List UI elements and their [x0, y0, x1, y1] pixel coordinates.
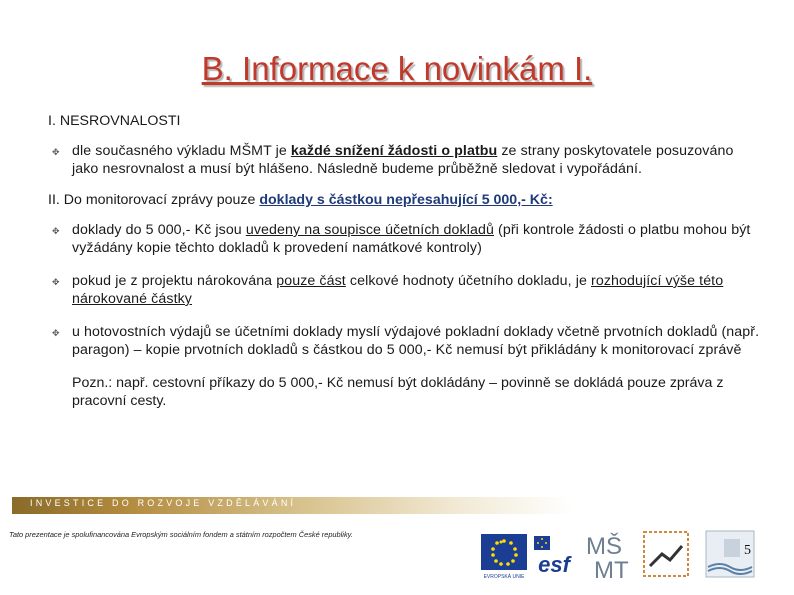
item-text: doklady do 5 000,- Kč jsou [72, 222, 246, 238]
item-text: celkové hodnoty účetního dokladu, je [345, 273, 591, 289]
page-number: 5 [744, 543, 751, 558]
item-text: ze strany poskytovatele posuzováno jako nesrovnalost a musí být hlášeno. Následně budeme průběžně sledovat i vypořádání. [72, 143, 734, 177]
bullet-icon: ✥ [52, 277, 60, 287]
svg-text:MT: MT [594, 557, 629, 580]
list-item [48, 272, 763, 308]
item-text: (při kontrole žádosti o platbu mohou být vyžádány kopie těchto dokladů k provedení namátkové kontroly) [72, 222, 751, 256]
bullet-icon: ✥ [52, 147, 60, 157]
item-underline: rozhodující výše této nárokované částky [72, 273, 724, 307]
item-text: u hotovostních výdajů se účetními doklady myslí výdajové pokladní doklady včetně prvotních dokladů (např. paragon) – kopie prvotních dokladů s částkou do 5 000,- Kč nemusí být přikládány k monitorovací zprávě [72, 324, 760, 358]
section-heading-text: Do monitorovací zprávy pouze [59, 192, 260, 208]
msmt-logo [582, 530, 634, 580]
banner-band [12, 497, 572, 514]
item-underline: uvedeny na soupisce účetních dokladů [245, 222, 494, 238]
item-text: pokud je z projektu nárokována [72, 273, 277, 289]
logo-strip [478, 528, 768, 580]
section-heading-1: I. NESROVNALOSTI [48, 113, 181, 129]
banner-text: INVESTICE DO ROZVOJE VZDĚLÁVÁNÍ [30, 498, 297, 508]
section-1-list [48, 142, 763, 178]
svg-text:MŠ: MŠ [586, 533, 622, 560]
slide-content [48, 112, 763, 410]
list-item [48, 221, 763, 257]
item-emphasis: každé snížení žádosti o platbu [290, 143, 498, 159]
eu-flag-logo [481, 534, 527, 580]
list-item [48, 142, 763, 178]
footer-text: Tato prezentace je spolufinancována Evropským sociálním fondem a státním rozpočtem České republiky. [9, 530, 353, 539]
item-text: dle současného výkladu MŠMT je [72, 143, 291, 159]
op-vk-logo [640, 528, 692, 580]
section-heading-2 [48, 191, 763, 209]
section-heading-highlight: doklady s částkou nepřesahující 5 000,- Kč: [259, 192, 553, 208]
section-number: II. [48, 192, 60, 208]
page-title: B. Informace k novinkám I. [201, 50, 593, 87]
note-text: Pozn.: např. cestovní příkazy do 5 000,- Kč nemusí být dokládány – povinně se dokládá pouze zpráva z pracovní cesty. [72, 375, 724, 409]
item-underline: pouze část [276, 273, 346, 289]
esf-logo [532, 534, 576, 578]
list-item [48, 323, 763, 359]
bullet-icon: ✥ [52, 328, 60, 338]
esf-label: esf [538, 552, 570, 577]
eu-label: EVROPSKÁ UNIE [483, 574, 525, 580]
bullet-icon: ✥ [52, 226, 60, 236]
